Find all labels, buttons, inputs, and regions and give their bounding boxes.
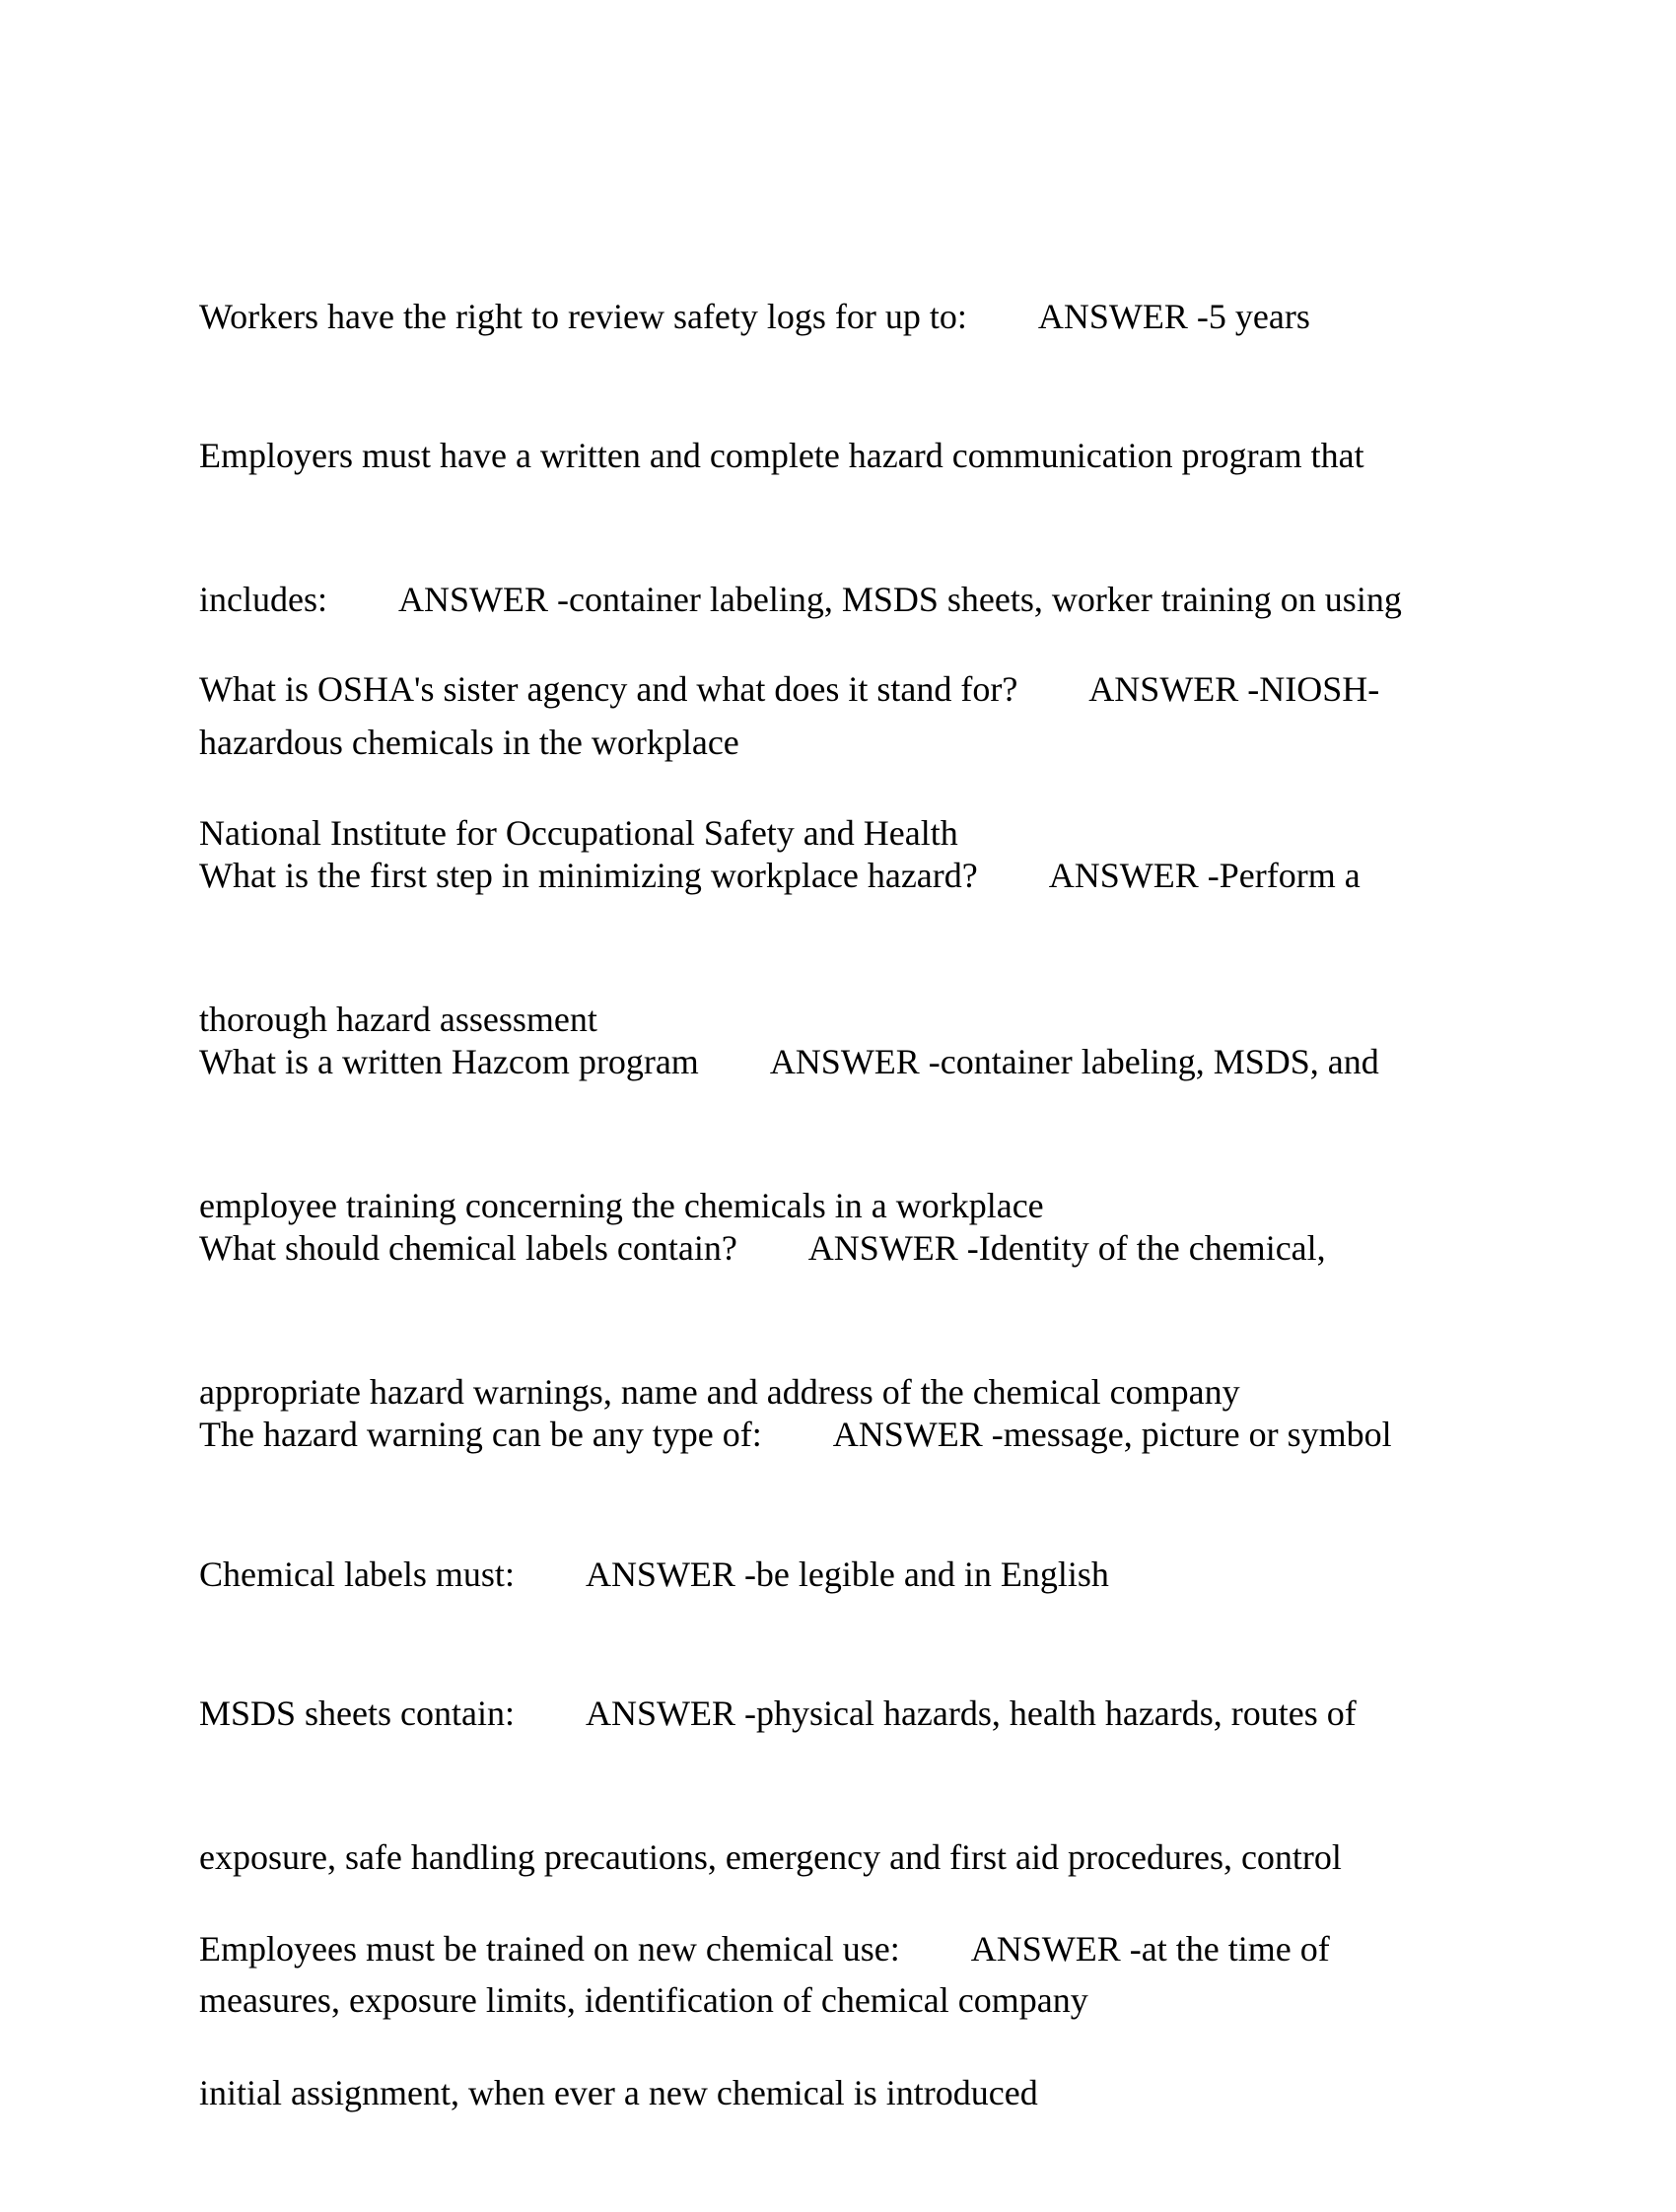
qa-line: MSDS sheets contain: ANSWER -physical hazards, health hazards, routes of bbox=[199, 1694, 1357, 1733]
qa-line: hazardous chemicals in the workplace bbox=[199, 723, 739, 762]
qa-line: Employers must have a written and complete hazard communication program that bbox=[199, 436, 1364, 475]
qa-line: appropriate hazard warnings, name and address of the chemical company bbox=[199, 1371, 1240, 1412]
qa-line: thorough hazard assessment bbox=[199, 999, 597, 1039]
qa-line: employee training concerning the chemicals in a workplace bbox=[199, 1185, 1044, 1225]
qa-line: initial assignment, when ever a new chemical is introduced bbox=[199, 2072, 1038, 2112]
qa-line: Employees must be trained on new chemical use: ANSWER -at the time of bbox=[199, 1929, 1330, 1969]
qa-line: Chemical labels must: ANSWER -be legible and in English bbox=[199, 1555, 1109, 1594]
qa-line: What is OSHA's sister agency and what does it stand for? ANSWER -NIOSH- bbox=[199, 669, 1380, 709]
qa-line: National Institute for Occupational Safety and Health bbox=[199, 812, 958, 853]
qa-line: What should chemical labels contain? ANSWER -Identity of the chemical, bbox=[199, 1228, 1326, 1268]
qa-line: includes: ANSWER -container labeling, MSDS sheets, worker training on using bbox=[199, 579, 1402, 619]
qa-line: measures, exposure limits, identification of chemical company bbox=[199, 1980, 1088, 2020]
qa-line: The hazard warning can be any type of: ANSWER -message, picture or symbol bbox=[199, 1415, 1392, 1454]
qa-line: exposure, safe handling precautions, emergency and first aid procedures, control bbox=[199, 1836, 1342, 1877]
qa-line: Workers have the right to review safety logs for up to: ANSWER -5 years bbox=[199, 297, 1310, 336]
qa-line: What is a written Hazcom program ANSWER -container labeling, MSDS, and bbox=[199, 1042, 1379, 1081]
qa-line: What is the first step in minimizing workplace hazard? ANSWER -Perform a bbox=[199, 856, 1361, 895]
qa-item-10 bbox=[199, 1830, 1501, 2212]
